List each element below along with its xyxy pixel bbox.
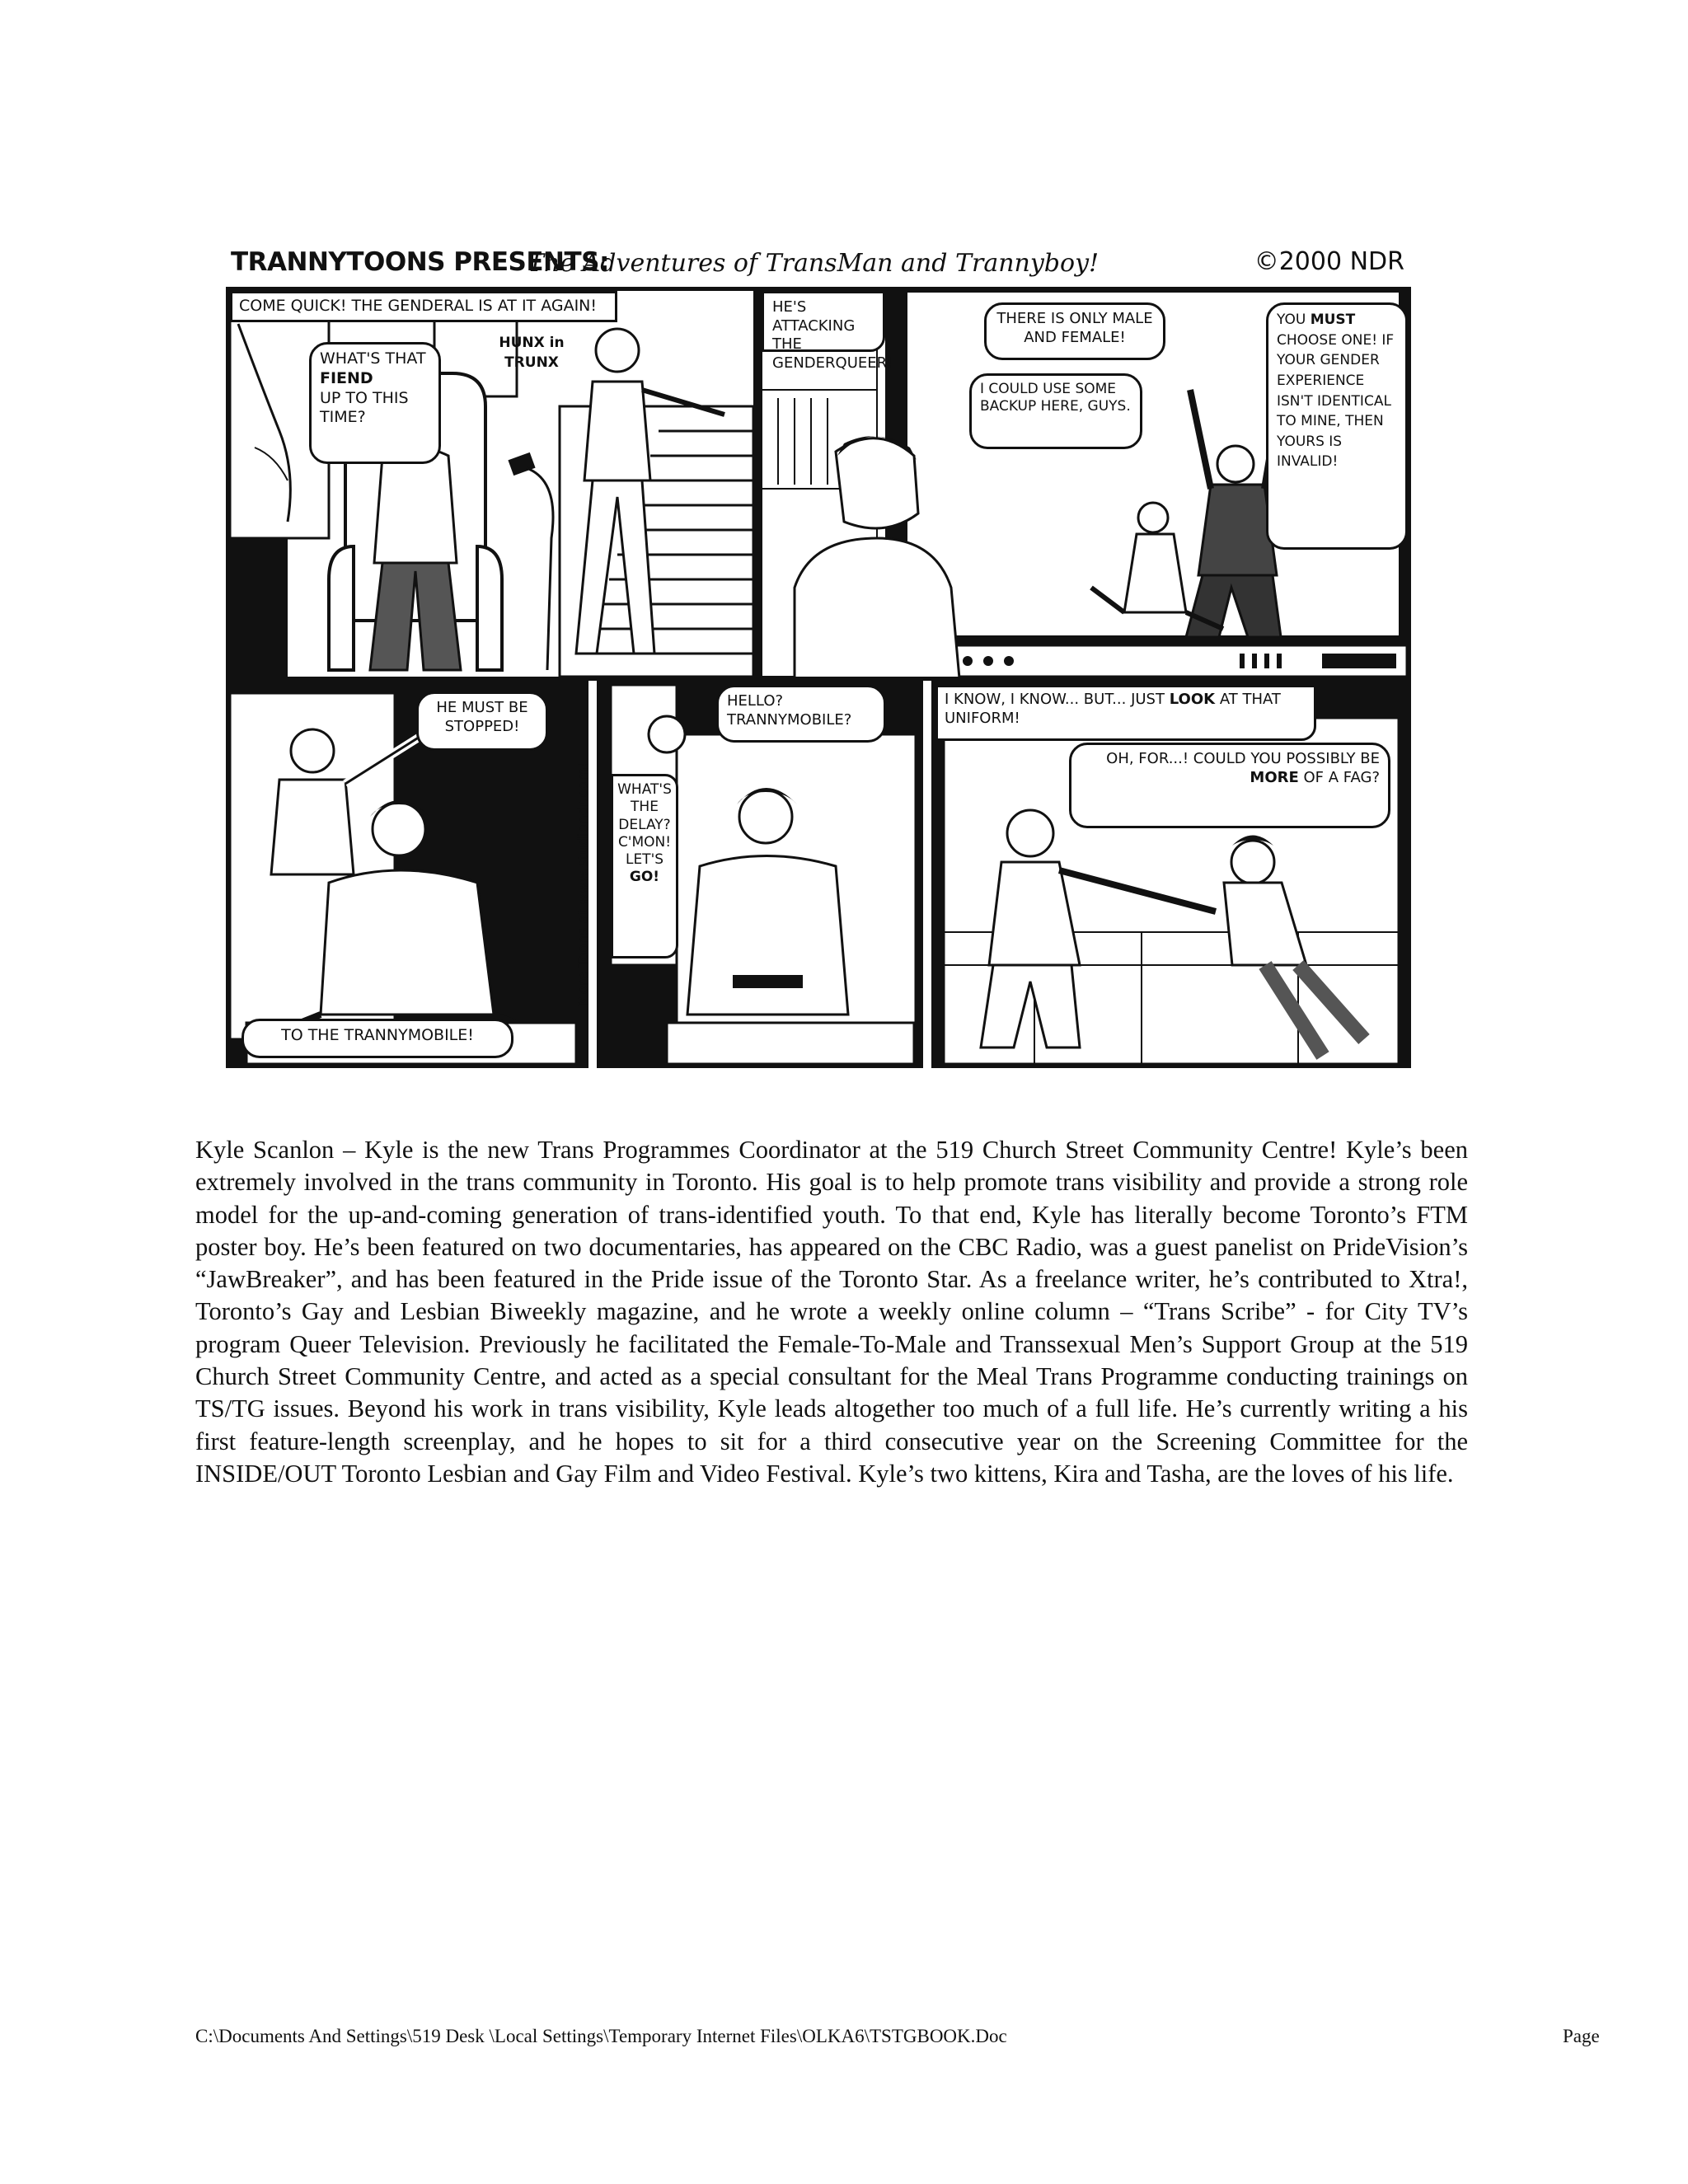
panel-5-bubble-fag-post: OF A FAG? [1303,768,1380,786]
panel-2-bubble-must-pre: YOU [1277,312,1306,328]
comic-panel-3 [226,681,588,1068]
comic-side-credit [572,707,595,1062]
side-credit-text: More Toons at www.studiondr.com! [575,762,592,1007]
comic-subtitle: The Adventures of TransMan and Trannyboy! [528,249,1100,278]
footer-page-label: Page [1563,2026,1600,2046]
panel-3-bubble-stop: HE MUST BE STOPPED! [416,691,548,751]
panel-5-illustration [935,685,1407,1064]
comic-copyright: ©2000 NDR [1254,247,1404,276]
panel-2-bubble-backup: I COULD USE SOME BACKUP HERE, GUYS. [969,373,1142,449]
panel-5-bubble-fag [1069,743,1390,828]
panel-5-bubble-fag-pre: OH, FOR...! COULD YOU POSSIBLY BE [1106,750,1380,767]
panel-2-bubble-only: THERE IS ONLY MALE AND FEMALE! [984,302,1165,360]
panel-3-caption-bottom: TO THE TRANNYMOBILE! [241,1019,513,1058]
comic-title-bar [231,246,1404,284]
panel-1-bubble-bold: FIEND [320,368,373,387]
panel-2-bubble-must-bold: MUST [1310,312,1356,328]
poster-hunx-in-trunx: HUNX in TRUNX [499,335,565,371]
comic-strip [216,246,1419,1068]
panel-1-bubble-post: UP TO THIS TIME? [320,388,409,427]
comic-panel-4 [597,681,923,1068]
footer-file-path: C:\Documents And Settings\519 Desk \Local Settings\Temporary Internet Files\OLKA6\TSTGBOOK.Doc [195,2026,1007,2046]
comic-panel-2 [757,287,1411,681]
panel-1-caption: COME QUICK! THE GENDERAL IS AT IT AGAIN! [230,291,617,322]
panel-1-bubble-pre: WHAT'S THAT [320,349,426,368]
panel-5-bubble-know [935,685,1316,741]
comic-panel-1 [226,287,757,681]
comic-title: TRANNYTOONS PRESENTS: [231,247,609,277]
panel-1-bubble [309,342,441,464]
panel-5-bubble-know-pre: I KNOW, I KNOW... BUT... JUST [945,691,1165,708]
panel-4-bubble-delay-bold: GO! [629,869,660,886]
panel-5-bubble-know-post: AT THAT UNIFORM! [945,691,1281,727]
panel-4-bubble-delay-pre: WHAT'S THE DELAY? C'MON! LET'S [617,781,672,868]
bio-paragraph [195,1134,1468,1490]
panel-4-bubble-delay [611,774,678,958]
panel-4-bubble-hello: HELLO? TRANNYMOBILE? [716,685,886,743]
panel-2-bubble-attack: HE'S ATTACKING THE GENDERQUEER! [762,291,885,352]
panel-5-bubble-fag-bold: MORE [1250,768,1299,786]
panel-5-bubble-know-bold: LOOK [1169,691,1216,708]
panel-2-bubble-must-post: CHOOSE ONE! IF YOUR GENDER EXPERIENCE ISN'T IDENTICAL TO MINE, THEN YOURS IS INVALID! [1277,331,1395,471]
panel-2-bubble-must [1266,302,1408,550]
bio-text: Kyle Scanlon – Kyle is the new Trans Programmes Coordinator at the 519 Church Street Community Centre! Kyle’s been extremely involved in the trans community in Toronto. His goal is to help promote trans visibility and provide a strong role model for the up-and-coming generation of trans-identified youth. To that end, Kyle has literally become Toronto’s FTM poster boy. He’s been featured on two documentaries, has appeared on the CBC Radio, was a guest panelist on PrideVision’s “JawBreaker”, and has been featured in the Pride issue of the Toronto Star. As a freelance writer, he’s contributed to Xtra!, Toronto’s Gay and Lesbian Biweekly magazine, and he wrote a weekly online column – “Trans Scribe” - for City TV’s program Queer Television. Previously he facilitated the Female-To-Male and Transsexual Men’s Support Group at the 519 Church Street Community Centre, and acted as a special consultant for the Meal Trans Programme conducting trainings on TS/TG issues. Beyond his work in trans visibility, Kyle leads altogether too much of a full life. He’s currently writing a his first feature-length screenplay, and he hopes to sit for a third consecutive year on the Screening Committee for the INSIDE/OUT Toronto Lesbian and Gay Film and Video Festival. Kyle’s two kittens, Kira and Tasha, are the loves of his life. [195,1136,1468,1488]
comic-panel-5 [931,681,1411,1068]
